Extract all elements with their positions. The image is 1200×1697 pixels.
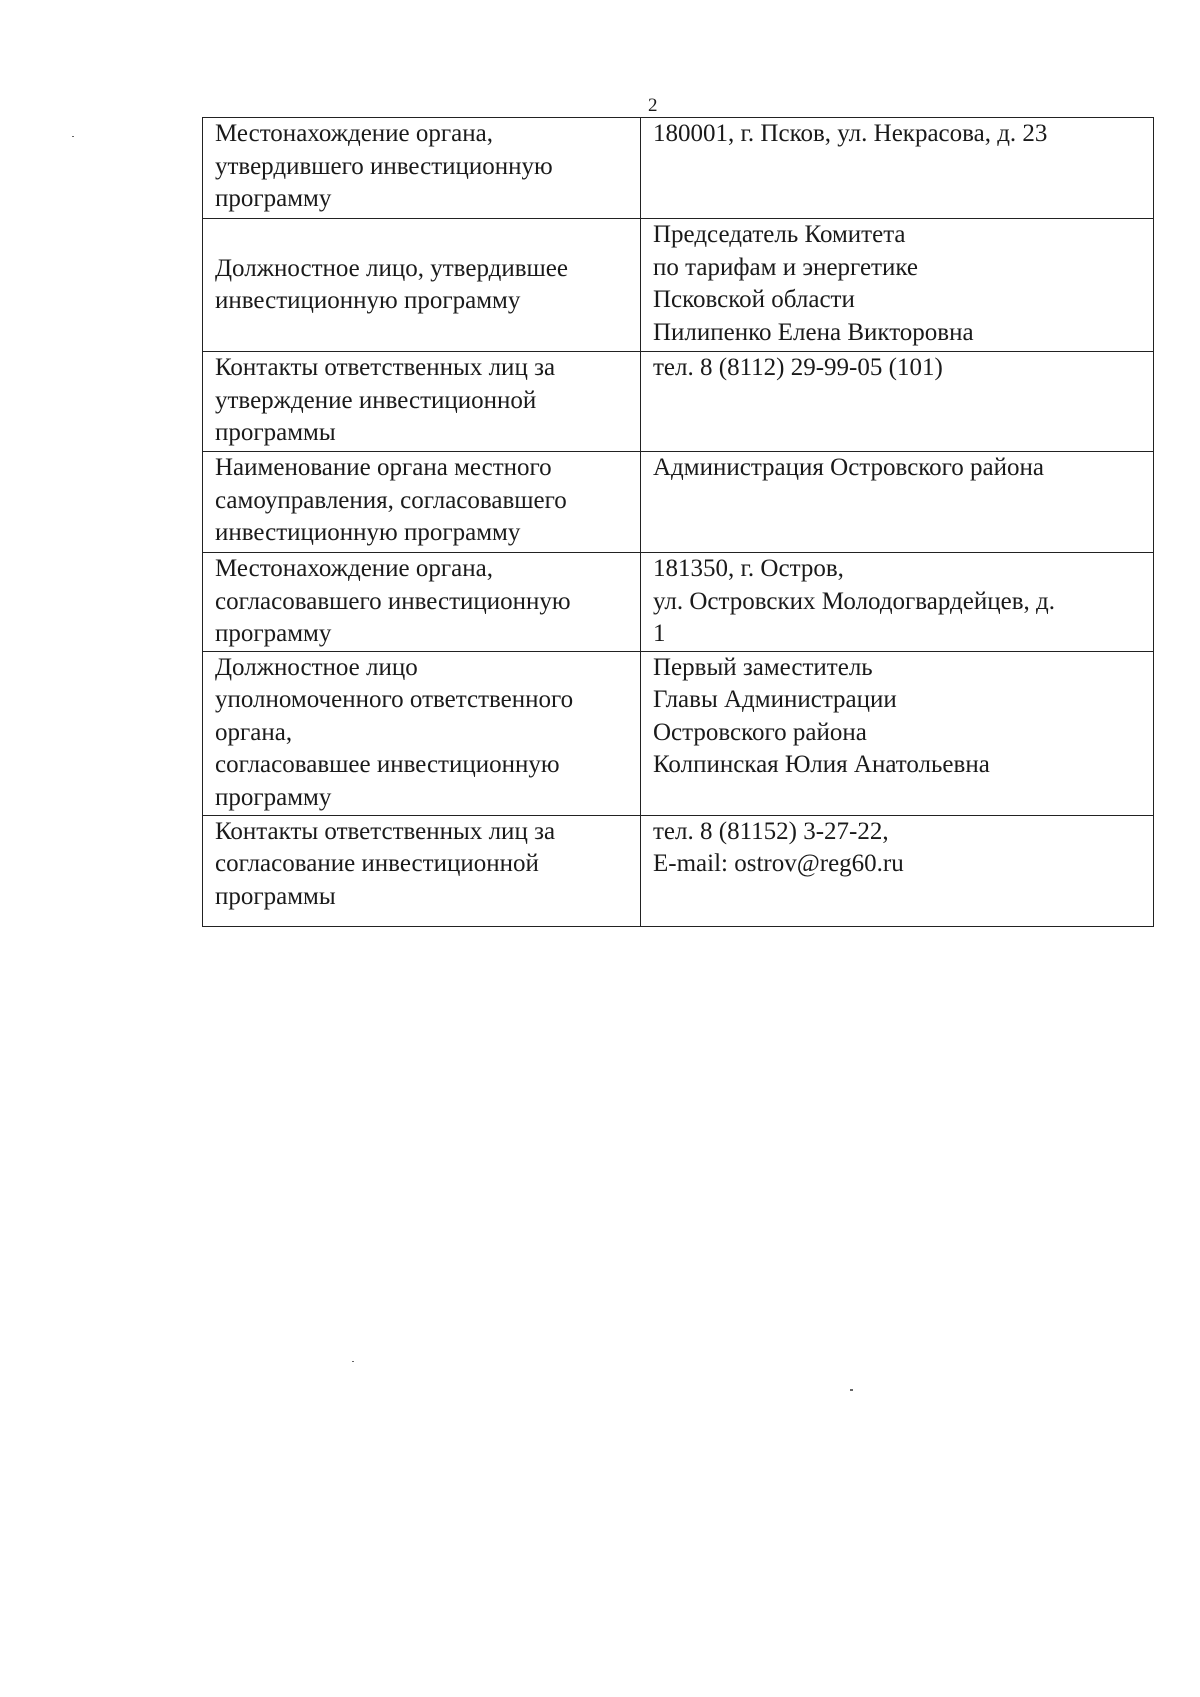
table-row [203,452,1154,553]
row-label: Должностное лицо уполномоченного ответственного органа, согласовавшее инвестиционную программу [203,651,641,815]
row-label: Местонахождение органа, согласовавшего инвестиционную программу [203,553,641,652]
table-row [203,219,1154,352]
scan-speck [352,1361,354,1362]
row-label: Местонахождение органа, утвердившего инвестиционную программу [203,118,641,219]
row-value: тел. 8 (8112) 29-99-05 (101) [641,352,1154,452]
info-table [202,117,1154,927]
table-row [203,815,1154,926]
scan-speck [850,1389,853,1391]
table-row [203,553,1154,652]
row-label: Контакты ответственных лиц за согласование инвестиционной программы [203,815,641,926]
row-value: 181350, г. Остров, ул. Островских Молодогвардейцев, д. 1 [641,553,1154,652]
table-row [203,651,1154,815]
row-value: Первый заместитель Главы Администрации Островского района Колпинская Юлия Анатольевна [641,651,1154,815]
row-value: 180001, г. Псков, ул. Некрасова, д. 23 [641,118,1154,219]
row-value: тел. 8 (81152) 3-27-22, E-mail: ostrov@reg60.ru [641,815,1154,926]
scan-speck [72,136,74,137]
table-row [203,352,1154,452]
row-value: Администрация Островского района [641,452,1154,553]
row-label: Контакты ответственных лиц за утверждение инвестиционной программы [203,352,641,452]
row-value: Председатель Комитета по тарифам и энергетике Псковской области Пилипенко Елена Викторовна [641,219,1154,352]
row-label: Должностное лицо, утвердившее инвестиционную программу [203,219,641,352]
page-number: 2 [648,95,658,116]
table-row [203,118,1154,219]
row-label: Наименование органа местного самоуправления, согласовавшего инвестиционную программу [203,452,641,553]
